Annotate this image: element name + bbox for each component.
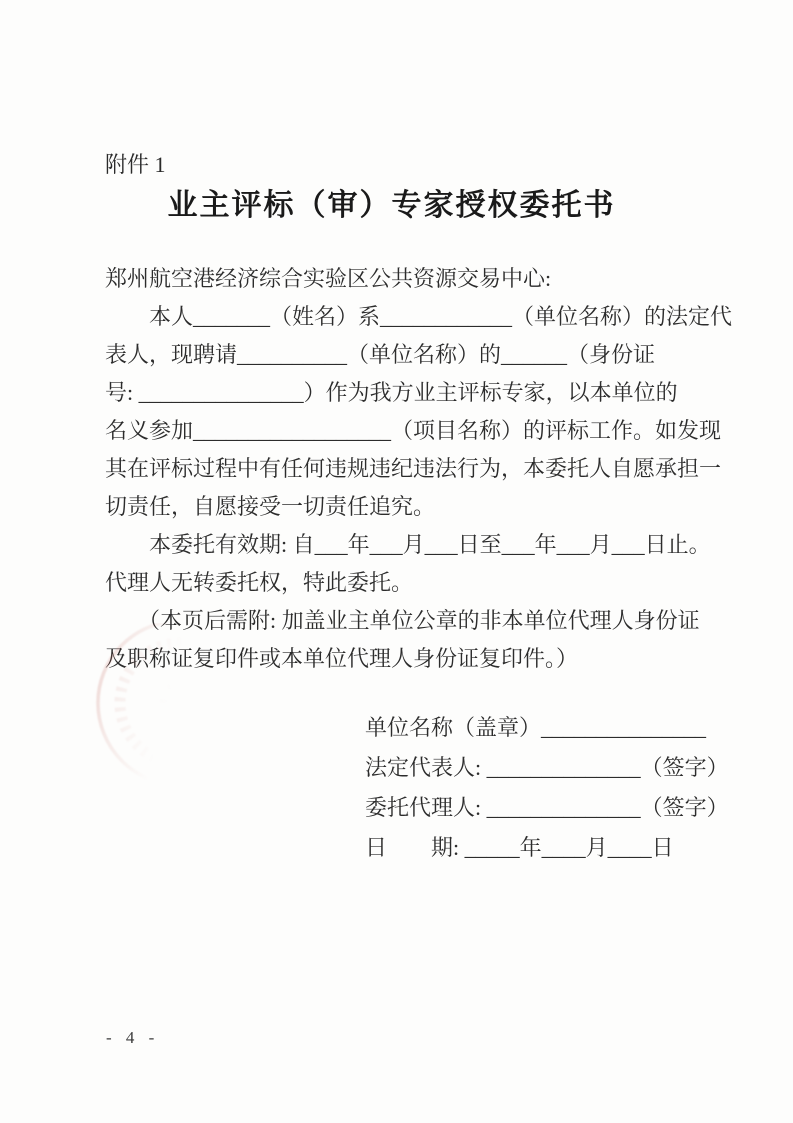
entrusted-agent-line: 委托代理人: ______________（签字） <box>365 795 729 820</box>
body-line: 切责任，自愿接受一切责任追究。 <box>105 494 436 519</box>
page-title: 业主评标（审）专家授权委托书 <box>167 189 616 222</box>
body-line: 代理人无转委托权，特此委托。 <box>105 570 414 595</box>
document-body <box>105 260 733 678</box>
body-line: 名义参加__________________（项目名称）的评标工作。如发现 <box>105 418 722 443</box>
body-line: 表人，现聘请__________（单位名称）的______（身份证 <box>105 342 656 367</box>
date-line: 日 期: _____年____月____日 <box>365 835 674 860</box>
note-line: （本页后需附: 加盖业主单位公章的非本单位代理人身份证 <box>105 608 700 633</box>
attachment-label: 附件 1 <box>105 152 166 177</box>
body-line: 本人_______（姓名）系____________（单位名称）的法定代 <box>105 304 733 329</box>
signature-block <box>365 708 729 868</box>
legal-rep-line: 法定代表人: ______________（签字） <box>365 755 729 780</box>
note-line: 及职称证复印件或本单位代理人身份证复印件。） <box>105 646 579 671</box>
validity-period-line: 本委托有效期: 自___年___月___日至___年___月___日止。 <box>105 532 711 557</box>
body-line: 其在评标过程中有任何违规违纪违法行为，本委托人自愿承担一 <box>105 456 722 481</box>
page-number: - 4 - <box>106 1028 160 1047</box>
body-line: 号: _______________）作为我方业主评标专家，以本单位的 <box>105 380 678 405</box>
salutation-line: 郑州航空港经济综合实验区公共资源交易中心: <box>105 266 552 291</box>
unit-name-line: 单位名称（盖章）_______________ <box>365 715 707 740</box>
